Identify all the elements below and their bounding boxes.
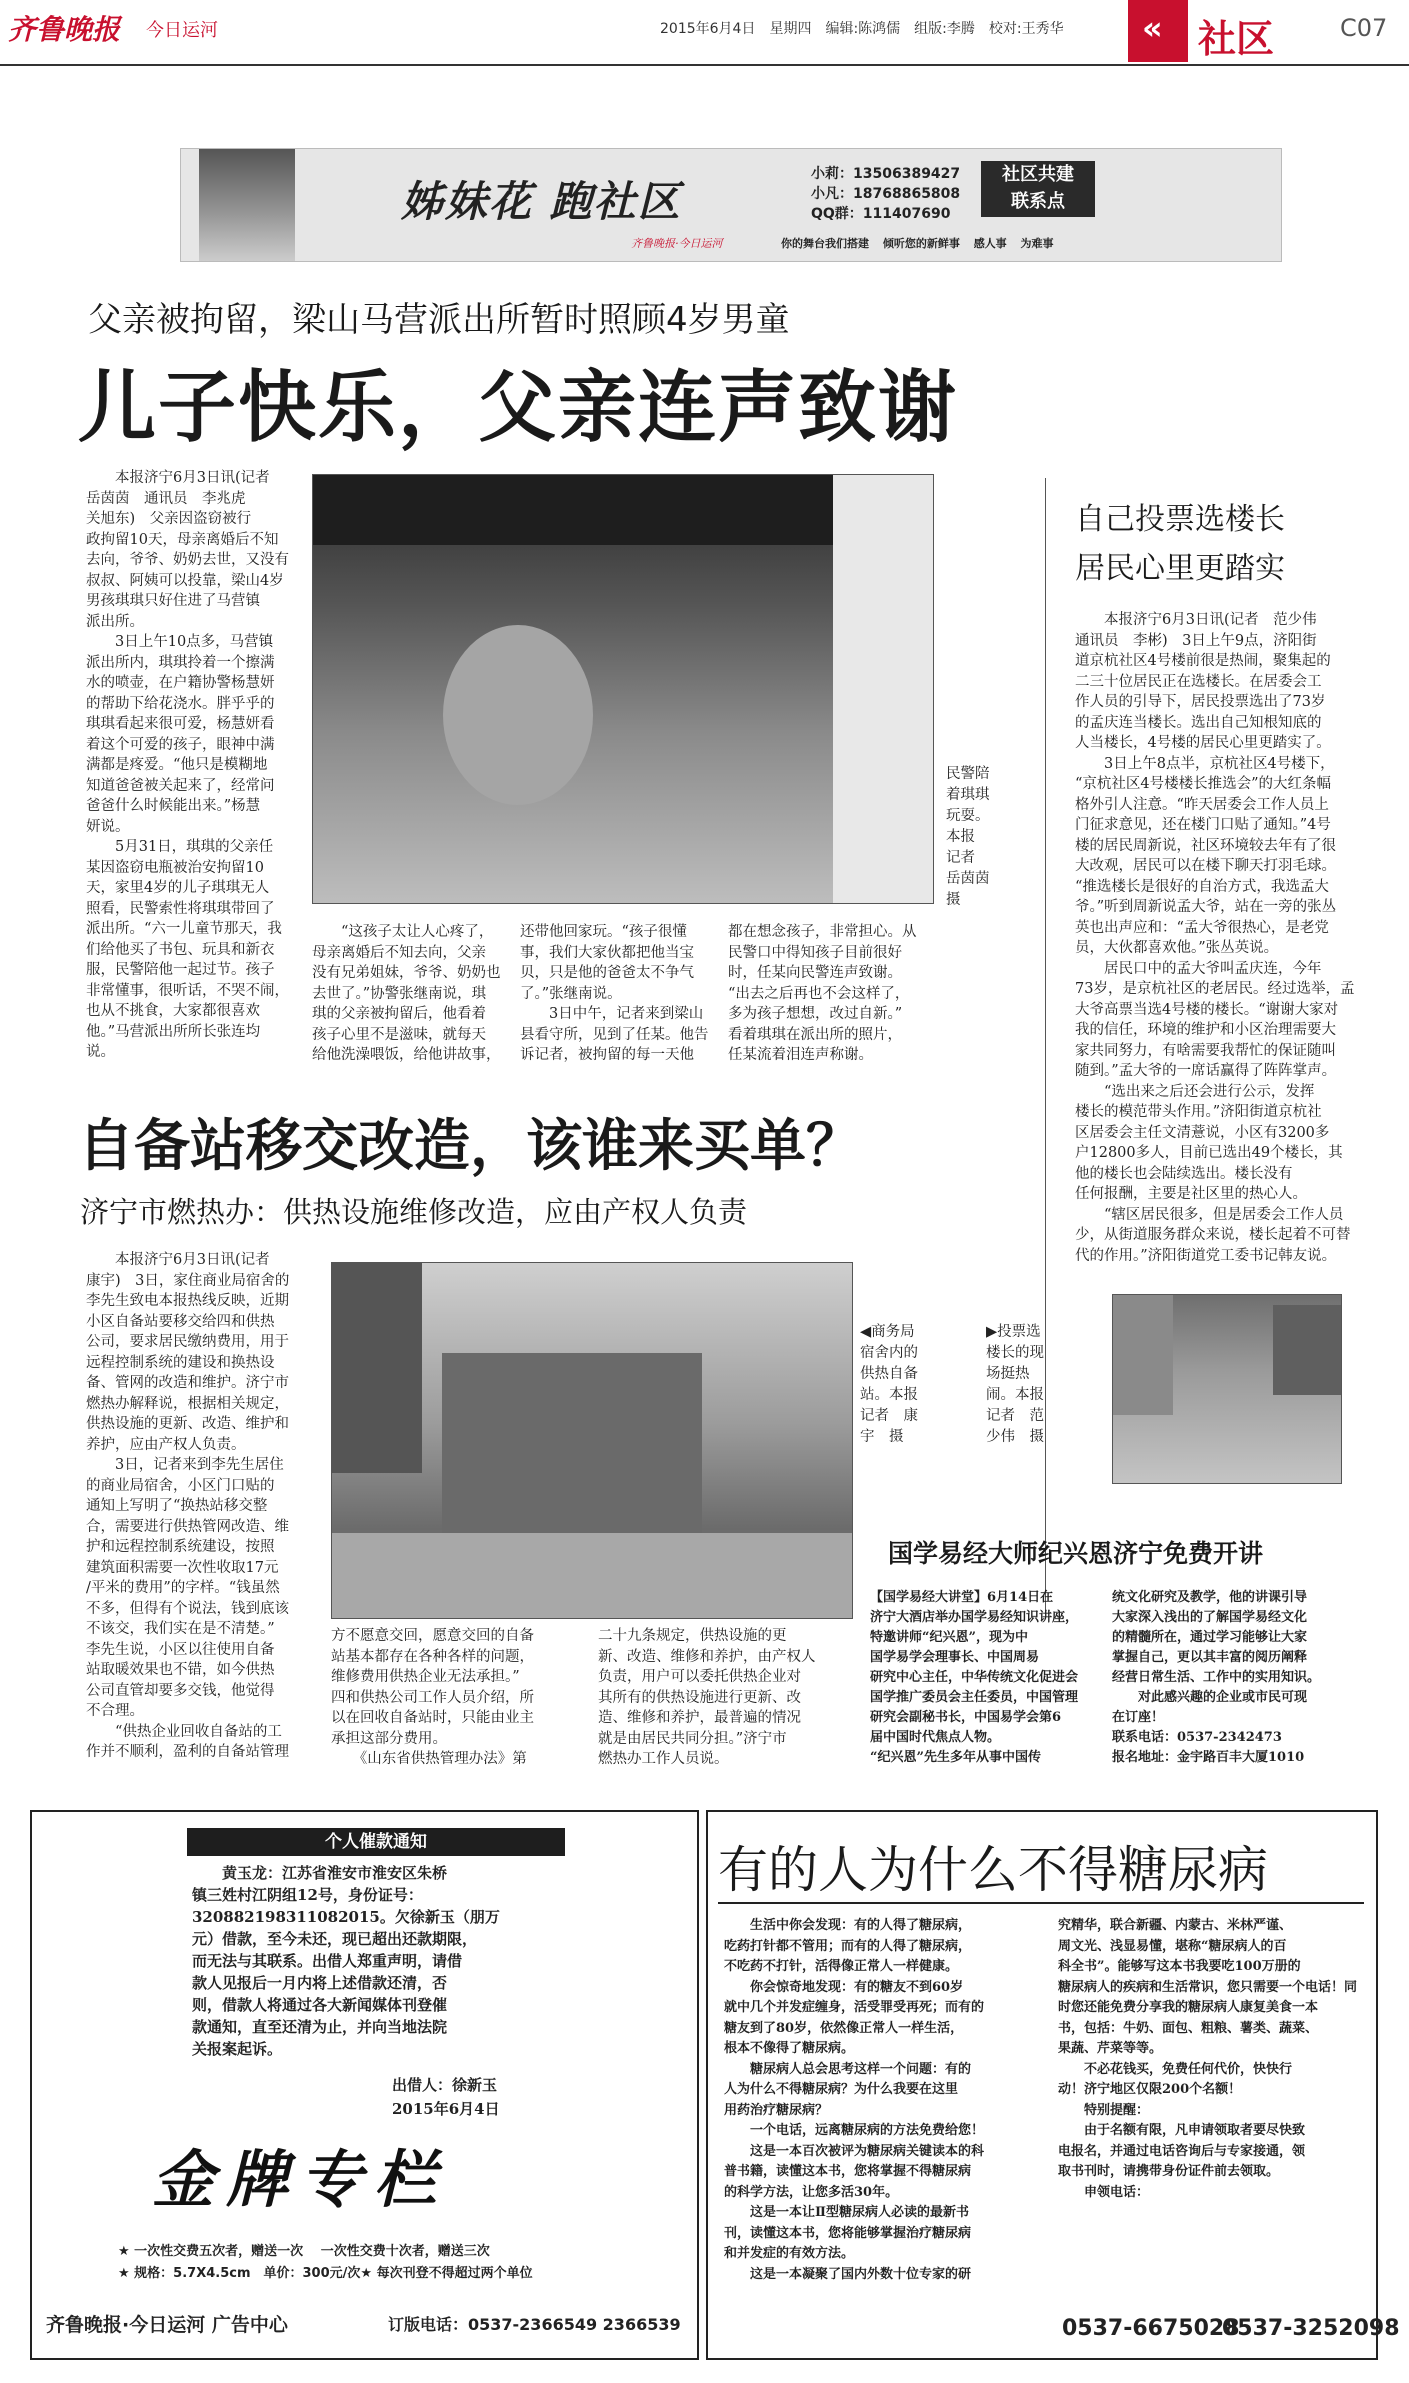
banner-slogans (781, 235, 1054, 251)
article2-headline-1: 自己投票选楼长 (1075, 502, 1285, 537)
banner-footer-logo: 齐鲁晚报·今日运河 (631, 237, 723, 250)
notice-body: 黄玉龙：江苏省淮安市淮安区朱桥 镇三姓村江阴组12号，身份证号： 320882198311082015。欠徐新玉（朋万 元）借款，至今未还，现已超出还款期限， 而无法与其联系。出借人郑重声明，请借 款人见报后一月内将上述借款还清，否 则，借款人将通过各大新闻媒体刊登催 款通知，直至还清为止，并向当地法院 关报案起诉。 (192, 1864, 500, 2058)
banner-contact-2: QQ群：111407690 (811, 206, 951, 222)
masthead (0, 0, 1409, 70)
article2-photo (1112, 1294, 1342, 1484)
article3-photo (331, 1262, 853, 1619)
article2-photo-caption: ▶投票选 楼长的现 场挺热 闹。本报 记者 范 少伟 摄 (986, 1324, 1044, 1445)
golden-column-title: 金牌专栏 (152, 2143, 449, 2216)
article1-column-4: 都在想念孩子，非常担心。从 民警口中得知孩子目前很好 时，任某向民警连声致谢。 “出去之后再也不会这样了， 多为孩子想想，改过自新。” 看着琪琪在派出所的照片， 任某流着泪连声称谢。 (728, 924, 917, 1063)
guoxue-ad (870, 1518, 1340, 1798)
article3-column-3: 二十九条规定，供热设施的更 新、改造、维修和养护，由产权人 负责，用户可以委托供热企业对 其所有的供热设施进行更新、改 造、维修和养护，最普遍的情况 就是由居民共同分担。”济宁市 燃热办工作人员说。 (598, 1628, 816, 1767)
diabetes-ad-body-right: 究精华，联合新疆、内蒙古、米林严谨、 周文光、浅显易懂，堪称“糖尿病人的百 科全书”。能够写这本书我要吃100万册的 糖尿病人的疾病和生活常识，您只需要一个电话！同 时您还能免费分享我的糖尿病人康复美食一本 书，包括：牛奶、面包、粗粮、薯类、蔬菜、 果蔬、芹菜等等。 不必花钱买，免费任何代价，快快行 动！济宁地区仅限200个名额！ 特别提醒： 由于名额有限，凡申请领取者要尽快致 电报名，并通过电话咨询后与专家接通，领 取书刊时，请携带身份证件前去领取。 申领电话： (1058, 1918, 1358, 2200)
diabetes-ad-title: 有的人为什么不得糖尿病 (718, 1841, 1268, 1899)
banner-slogan: 你的舞台我们搭建 (781, 237, 869, 250)
article1-column-1: 本报济宁6月3日讯(记者 岳茵茵 通讯员 李兆虎 关旭东) 父亲因盗窃被行 政拘留10天，母亲离婚后不知 去向，爷爷、奶奶去世，又没有 叔叔、阿姨可以投靠，梁山4岁 男孩琪琪只好住进了马营镇 派出所。 3日上午10点多，马营镇 派出所内，琪琪拎着一个擦满 水的喷壶，在户籍协警杨慧妍 的帮助下给花浇水。胖乎乎的 琪琪看起来很可爱，杨慧妍看 着这个可爱的孩子，眼神中满 满都是疼爱。“他只是模糊地 知道爸爸被关起来了，经常问 爸爸什么时候能出来。”杨慧 妍说。 5月31日，琪琪的父亲任 某因盗窃电瓶被治安拘留10 天，家里4岁的儿子琪琪无人 照看，民警索性将琪琪带回了 派出所。“六一儿童节那天，我 们给他买了书包、玩具和新衣 服，民警陪他一起过节。孩子 非常懂事，很听话，不哭不闹， 也从不挑食，大家都很喜欢 他。”马营派出所所长张连均 说。 (86, 470, 289, 1060)
article1-kicker: 父亲被拘留，梁山马营派出所暂时照顾4岁男童 (88, 300, 790, 340)
banner-hotline-box: 社区共建 联系点 (981, 161, 1095, 217)
diabetes-ad (706, 1810, 1400, 2360)
guoxue-ad-body-right: 统文化研究及教学，他的讲课引导 大家深入浅出的了解国学易经文化 的精髓所在，通过学习能够让大家 掌握自己，更以其丰富的阅历阐释 经营日常生活、工作中的实用知识。 对此感兴趣的企业或市民可现 在订座！ 联系电话：0537-2342473 报名地址：金宇路百丰大厦1010 (1112, 1590, 1321, 1765)
community-banner (180, 148, 1282, 262)
banner-contact-0: 小莉：13506389427 (811, 166, 961, 182)
diabetes-ad-body-left: 生活中你会发现：有的人得了糖尿病， 吃药打针都不管用；而有的人得了糖尿病， 不吃药不打针，活得像正常人一样健康。 你会惊奇地发现：有的糖友不到60岁 就中几个并发症缠身，活受罪受再死；而有的 糖友到了80岁，依然像正常人一样生活， 根本不像得了糖尿病。 糖尿病人总会思考这样一个问题：有的 人为什么不得糖尿病？为什么我要在这里 用药治疗糖尿病？ 一个电话，远离糖尿病的方法免费给您！ 这是一本百次被评为糖尿病关键读本的科 普书籍，读懂这本书，您将掌握不得糖尿病 的科学方法，让您多活30年。 这是一本让Ⅱ型糖尿病人必读的最新书 刊，读懂这本书，您将能够掌握治疗糖尿病 和并发症的有效方法。 这是一本凝聚了国内外数十位专家的研 (724, 1918, 985, 2282)
article3-photo-caption: ◀商务局 宿舍内的 供热自备 站。本报 记者 康 宇 摄 (860, 1324, 918, 1445)
paper-name: 齐鲁晚报 (8, 13, 121, 46)
diabetes-phone-1: 0537-6675028 (1062, 2316, 1240, 2341)
notice-date: 2015年6月4日 (392, 2100, 500, 2118)
section-name: 社区 (1198, 17, 1275, 61)
article3-column-2: 方不愿意交回，愿意交回的自备 站基本都存在各种各样的问题， 维修费用供热企业无法承担。” 四和供热公司工作人员介绍，所 以在回收自备站时，只能由业主 承担这部分费用。 《山东省供热管理办法》第 (331, 1628, 534, 1767)
article1-column-2: “这孩子太让人心疼了， 母亲离婚后不知去向，父亲 没有兄弟姐妹，爷爷、奶奶也 去世了。”协警张继南说，琪 琪的父亲被拘留后，他看着 孩子心里不是滋味，就每天 给他洗澡喂饭，给他讲故事， (312, 924, 501, 1063)
guoxue-ad-title: 国学易经大师纪兴恩济宁免费开讲 (888, 1539, 1264, 1568)
edition-name: 今日运河 (146, 20, 218, 41)
banner-title: 姊妹花 跑社区 (401, 177, 682, 226)
diabetes-phone-2: 0537-3252098 (1222, 2316, 1400, 2341)
section-tab (1128, 0, 1188, 62)
article3-headline: 自备站移交改造，该谁来买单？ (78, 1114, 862, 1179)
ad-center-name: 齐鲁晚报·今日运河 广告中心 (46, 2314, 288, 2336)
article1-headline: 儿子快乐，父亲连声致谢 (78, 363, 959, 453)
terms-line-2: ★ 规格：5.7X4.5cm 单价：300元/次★ 每次刊登不得超过两个单位 (118, 2266, 533, 2281)
article3-column-1: 本报济宁6月3日讯(记者 康宇) 3日，家住商业局宿舍的 李先生致电本报热线反映，近期 小区自备站要移交给四和供热 公司，要求居民缴纳费用，用于 远程控制系统的建设和换热设 备、管网的改造和维护。济宁市 燃热办解释说，根据相关规定， 供热设施的更新、改造、维护和 养护，应由产权人负责。 3日，记者来到李先生居住 的商业局宿舍，小区门口贴的 通知上写明了“换热站移交整 合，需要进行供热管网改造、维 护和远程控制系统建设，按照 建筑面积需要一次性收取17元 /平米的费用”的字样。“钱虽然 不多，但得有个说法，钱到底该 不该交，我们实在是不清楚。” 李先生说，小区以往使用自备 站取暖效果也不错，如今供热 公司直管却要多交钱，他觉得 不合理。 “供热企业回收自备站的工 作并不顺利，盈利的自备站管理 (86, 1252, 290, 1760)
article1-column-3: 还带他回家玩。“孩子很懂 事，我们大家伙都把他当宝 贝，只是他的爸爸太不争气 了。”张继南说。 3日中午，记者来到梁山 县看守所，见到了任某。他告 诉记者，被拘留的每一天他 (520, 924, 709, 1063)
article2-headline-2: 居民心里更踏实 (1075, 551, 1285, 586)
notice-ad (30, 1810, 699, 2360)
guoxue-ad-body-left: 【国学易经大讲堂】6月14日在 济宁大酒店举办国学易经知识讲座， 特邀讲师“纪兴恩”，现为中 国学易学会理事长、中国周易 研究中心主任，中华传统文化促进会 国学推广委员会主任委员，中国管理 研究会副秘书长，中国易学会第6 届中国时代焦点人物。 “纪兴恩”先生多年从事中国传 (870, 1590, 1079, 1765)
banner-slogan: 感人事 (973, 237, 1007, 250)
date-line: 2015年6月4日 星期四 编辑:陈鸿儒 组版:李腾 校对:王秀华 (660, 21, 1064, 37)
article1-photo (312, 474, 934, 904)
diabetes-title-rule (718, 1902, 1364, 1904)
chevron-left-icon: « (1142, 9, 1163, 47)
page-number: C07 (1340, 14, 1388, 42)
banner-slogan: 倾听您的新鲜事 (882, 237, 960, 250)
notice-signer: 出借人：徐新玉 (392, 2076, 498, 2094)
article2-body: 本报济宁6月3日讯(记者 范少伟 通讯员 李彬) 3日上午9点，济阳街 道京杭社区4号楼前很是热闹，聚集起的 二三十位居民正在选楼长。在居委会工 作人员的引导下，居民投票选出了73岁 的孟庆连当楼长。选出自己知根知底的 人当楼长，4号楼的居民心里更踏实了。 3日上午8点半，京杭社区4号楼下， “京杭社区4号楼楼长推选会”的大红条幅 格外引人注意。“昨天居委会工作人员上 门征求意见，还在楼门口贴了通知。”4号 楼的居民周新说，社区环境较去年有了很 大改观，居民可以在楼下聊天打羽毛球。 “推选楼长是很好的自治方式，我选孟大 爷。”听到周新说孟大爷，站在一旁的张丛 英也出声应和：“孟大爷很热心，是老党 员，大伙都喜欢他。”张丛英说。 居民口中的孟大爷叫孟庆连，今年 73岁，是京杭社区的老居民。经过选举，孟 大爷高票当选4号楼的楼长。“谢谢大家对 我的信任，环境的维护和小区治理需要大 家共同努力，有啥需要我帮忙的保证随叫 随到。”孟大爷的一席话赢得了阵阵掌声。 “选出来之后还会进行公示，发挥 楼长的模范带头作用。”济阳街道京杭社 区居委会主任文清薏说，小区有3200多 户12800多人，目前已选出49个楼长，其 他的楼长也会陆续选出。楼长没有 任何报酬，主要是社区里的热心人。 “辖区居民很多，但是居委会工作人员 少，从街道服务群众来说，楼长起着不可替 代的作用。”济阳街道党工委书记韩友说。 (1075, 612, 1355, 1264)
article3-subhead: 济宁市燃热办：供热设施维修改造，应由产权人负责 (80, 1195, 748, 1229)
notice-title: 个人催款通知 (325, 1832, 427, 1852)
masthead-rule (0, 64, 1409, 66)
banner-portrait (199, 149, 295, 261)
banner-contact-1: 小凡：18768865808 (811, 186, 961, 202)
banner-slogan: 为难事 (1020, 237, 1054, 250)
article1-photo-caption: 民警陪 着琪琪 玩耍。 本报 记者 岳茵茵 摄 (946, 766, 990, 908)
terms-line-1: ★ 一次性交费五次者，赠送一次 一次性交费十次者，赠送三次 (118, 2244, 490, 2259)
notice-title-bar (187, 1828, 565, 1856)
ad-center-phone: 订版电话：0537-2366549 2366539 (388, 2315, 681, 2334)
